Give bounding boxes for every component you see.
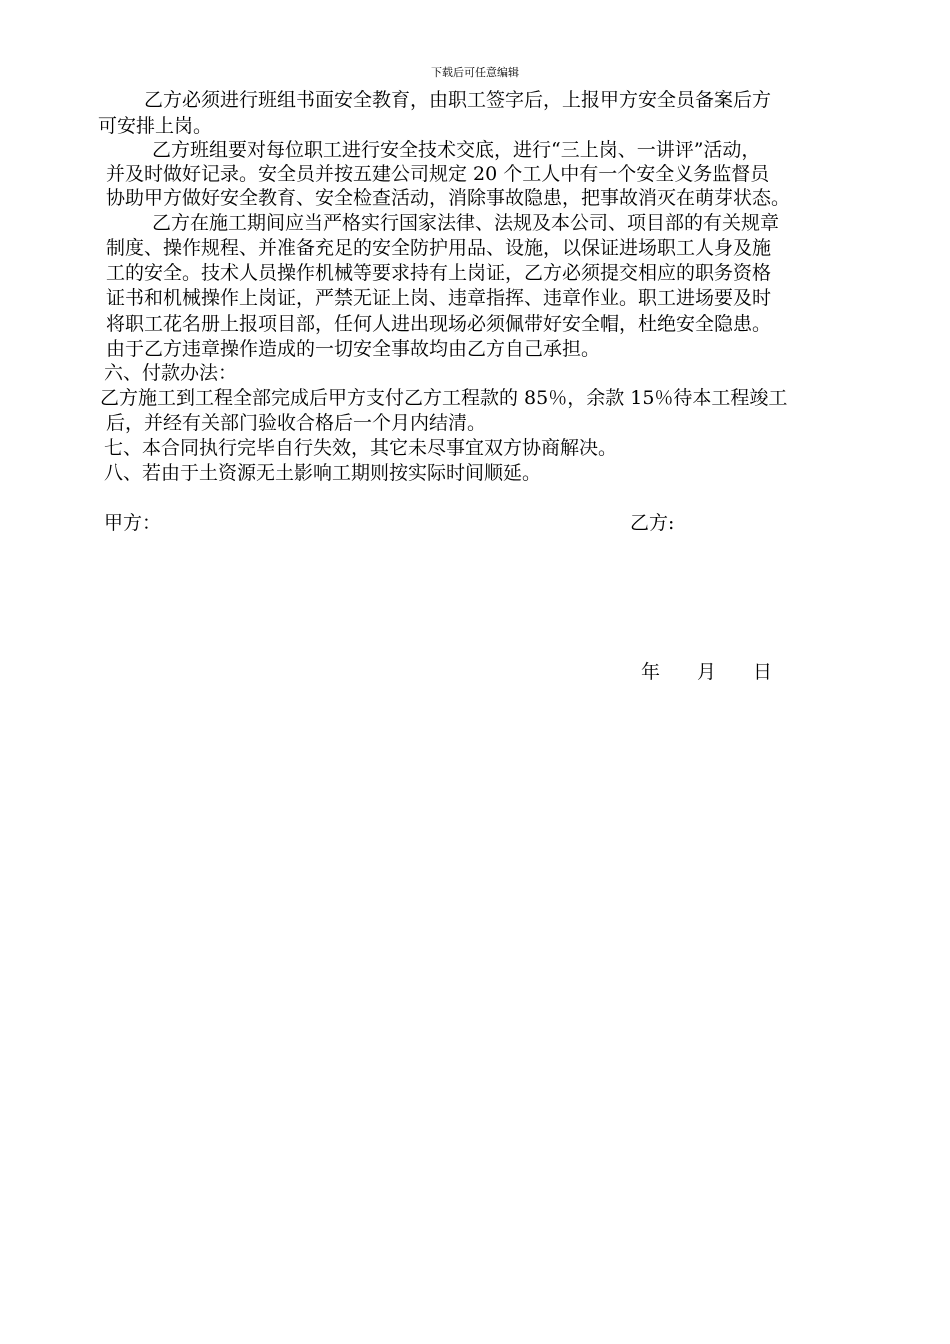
paragraph-line: 后，并经有关部门验收合格后一个月内结清。 bbox=[106, 412, 487, 434]
paragraph-line: 并及时做好记录。安全员并按五建公司规定 20 个工人中有一个安全义务监督员 bbox=[106, 163, 770, 185]
date-month-label: 月 bbox=[697, 661, 717, 683]
header-note: 下载后可任意编辑 bbox=[431, 66, 519, 79]
paragraph-line: 将职工花名册上报项目部，任何人进出现场必须佩带好安全帽，杜绝安全隐患。 bbox=[106, 313, 772, 335]
paragraph-line: 由于乙方违章操作造成的一切安全事故均由乙方自己承担。 bbox=[106, 338, 601, 360]
paragraph-line: 可安排上岗。 bbox=[98, 115, 213, 137]
paragraph-line: 乙方施工到工程全部完成后甲方支付乙方工程款的 85％，余款 15％待本工程竣工 bbox=[100, 387, 788, 409]
date-year-label: 年 bbox=[641, 661, 661, 683]
paragraph-line: 工的安全。技术人员操作机械等要求持有上岗证，乙方必须提交相应的职务资格 bbox=[106, 262, 772, 284]
paragraph-line: 制度、操作规程、并准备充足的安全防护用品、设施，以保证进场职工人身及施 bbox=[106, 237, 772, 259]
paragraph-line: 乙方必须进行班组书面安全教育，由职工签字后，上报甲方安全员备案后方 bbox=[144, 89, 772, 111]
party-b-signature-label: 乙方: bbox=[630, 512, 675, 534]
section-heading: 六、付款办法： bbox=[104, 362, 238, 384]
paragraph-line: 乙方班组要对每位职工进行安全技术交底，进行“三上岗、一讲评”活动， bbox=[152, 139, 761, 161]
date-day-label: 日 bbox=[753, 661, 773, 683]
section-heading: 八、若由于土资源无土影响工期则按实际时间顺延。 bbox=[104, 462, 542, 484]
paragraph-line: 证书和机械操作上岗证，严禁无证上岗、违章指挥、违章作业。职工进场要及时 bbox=[106, 287, 772, 309]
paragraph-line: 协助甲方做好安全教育、安全检查活动，消除事故隐患，把事故消灭在萌芽状态。 bbox=[106, 187, 791, 209]
paragraph-line: 乙方在施工期间应当严格实行国家法律、法规及本公司、项目部的有关规章 bbox=[152, 212, 780, 234]
section-heading: 七、本合同执行完毕自行失效，其它未尽事宜双方协商解决。 bbox=[104, 437, 618, 459]
party-a-signature-label: 甲方： bbox=[104, 512, 162, 534]
